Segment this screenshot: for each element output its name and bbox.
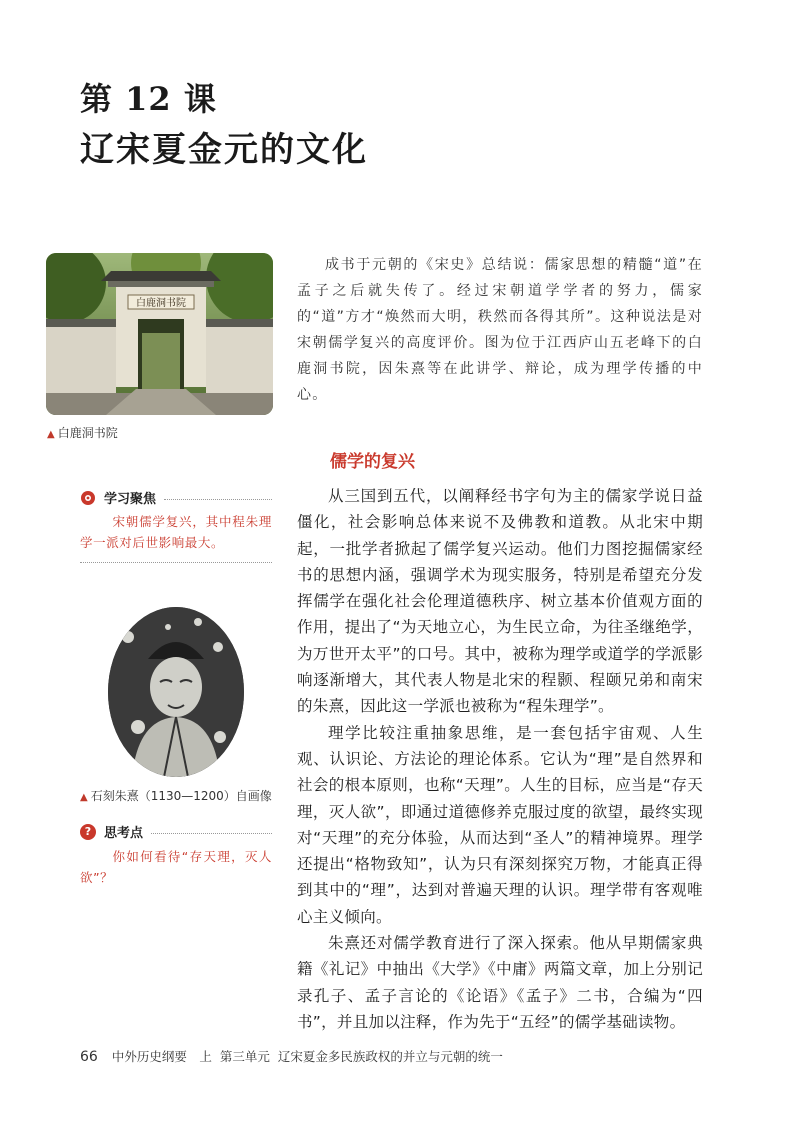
triangle-icon: ▲ [80,792,88,803]
unit-label: 第三单元 [219,1049,270,1064]
academy-photo [46,253,273,415]
intro-paragraph: 成书于元朝的《宋史》总结说：儒家思想的精髓“道”在孟子之后就失传了。经过宋朝道学学者的努力，儒家的“道”方才“焕然而大明，秩然而各得其所”。这种说法是对宋朝儒学复兴的高度评价。图为位于江西庐山五老峰下的白鹿洞书院，因朱熹等在此讲学、辩论，成为理学传播的中心。 [297,257,703,403]
lesson-title: 辽宋夏金元的文化 [80,130,368,170]
body-paragraph-1: 从三国到五代，以阐释经书字句为主的儒家学说日益僵化，社会影响总体来说不及佛教和道教。从北宋中期起，一批学者掀起了儒学复兴运动。他们力图挖掘儒家经书的思想内涵，强调学术为现实服务，特别是希望充分发挥儒学在强化社会伦理道德秩序、树立基本价值观方面的作用，提出了“为天地立心，为生民立命，为往圣继绝学，为万世开太平”的口号。其中，被称为理学或道学的学派影响逐渐增大，其代表人物是北宋的程颢、程颐兄弟和南宋的朱熹，因此这一学派也被称为“程朱理学”。 [297,487,703,716]
zhuxi-portrait [108,607,244,777]
think-text: 你如何看待“存天理，灭人欲”？ [80,849,272,885]
book-title: 中外历史纲要 上 [111,1049,212,1064]
think-header [80,822,272,841]
body-paragraph-2: 理学比较注重抽象思维，是一套包括宇宙观、人生观、认识论、方法论的理论体系。它认为“理”是自然界和社会的根本原则，也称“天理”。人生的目标，应当是“存天理，灭人欲”，即通过道德修养克服过度的欲望，最终实现对“天理”的充分体验，从而达到“圣人”的精神境界。理学还提出“格物致知”，认为只有深刻探究万物，才能真正得到其中的“理”，达到对普遍天理的认识。理学带有客观唯心主义倾向。 [297,723,703,926]
think-divider [151,833,272,834]
portrait-caption [80,787,272,804]
lesson-number: 第 12 课 [80,80,217,118]
section-heading: 儒学的复兴 [330,452,415,472]
focus-label: 学习聚焦 [104,492,157,507]
question-icon: ? [80,824,96,840]
photo-caption-text: 白鹿洞书院 [57,426,118,440]
page-number: 66 [80,1049,98,1065]
triangle-icon: ▲ [47,429,55,440]
focus-header [80,488,272,507]
page-footer [80,1047,511,1065]
main-body [297,483,703,1035]
focus-text: 宋朝儒学复兴，其中程朱理学一派对后世影响最大。 [80,514,272,550]
portrait-caption-text: 石刻朱熹（1130—1200）自画像 [90,789,272,803]
zhuxi-portrait-drawing [108,607,244,777]
academy-sign-text: 白鹿洞书院 [136,298,186,309]
academy-photo-drawing [46,253,273,415]
focus-divider [164,499,272,500]
photo-caption [47,424,118,441]
focus-icon [80,490,96,506]
body-paragraph-3: 朱熹还对儒学教育进行了深入探索。他从早期儒家典籍《礼记》中抽出《大学》《中庸》两篇文章，加上分别记录孔子、孟子言论的《论语》《孟子》二书，合编为“四书”，并且加以注释，作为先于“五经”的儒学基础读物。 [297,934,703,1031]
unit-title: 辽宋夏金多民族政权的并立与元朝的统一 [277,1049,503,1064]
focus-bottom-rule [80,562,272,563]
think-label: 思考点 [104,826,144,841]
